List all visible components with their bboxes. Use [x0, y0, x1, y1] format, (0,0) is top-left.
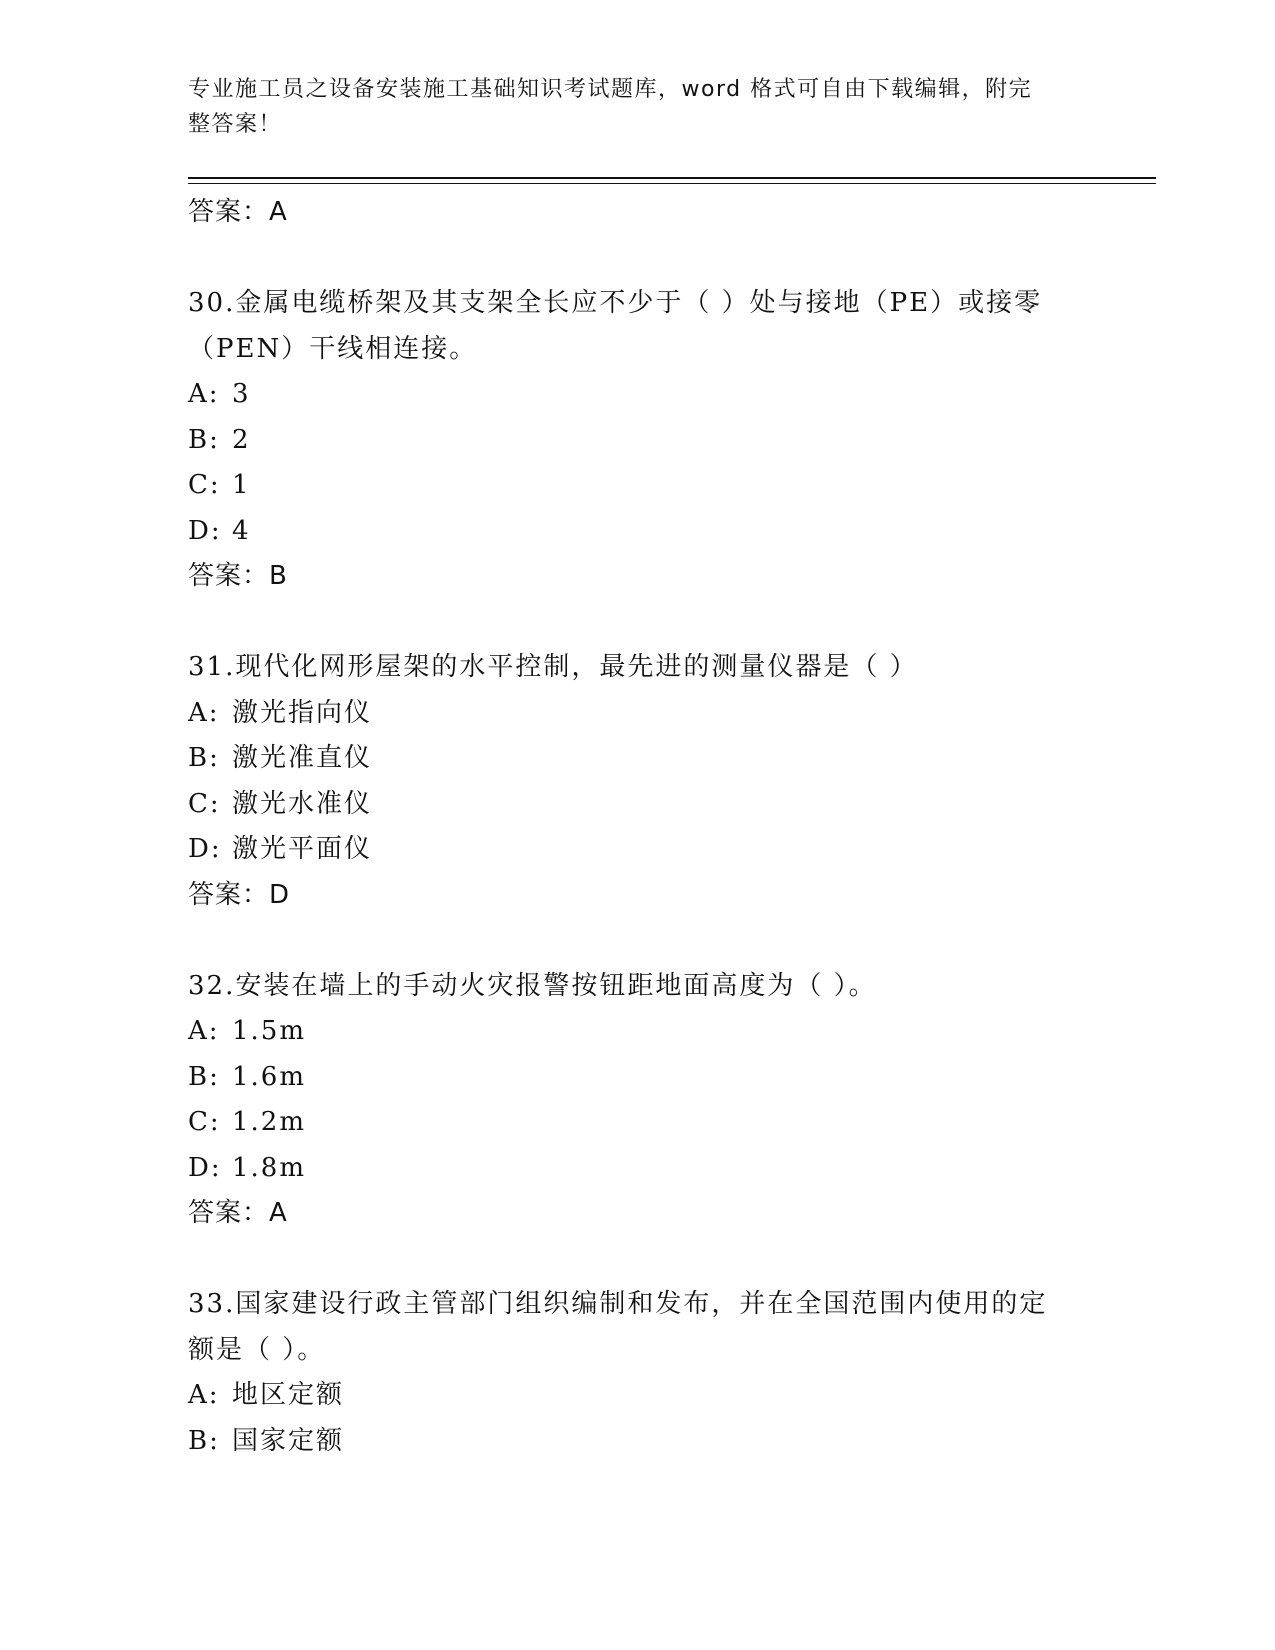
- option-d: [188, 827, 1088, 873]
- spacer: [188, 236, 1088, 282]
- option-a: [188, 372, 1088, 418]
- option-text: 激光指向仪: [232, 697, 373, 728]
- option-letter: B:: [188, 1425, 220, 1456]
- question-stem-line: 31.现代化网形屋架的水平控制，最先进的测量仪器是（ ）: [188, 652, 918, 682]
- option-a: [188, 691, 1088, 737]
- question-stem-line: 32.安装在墙上的手动火灾报警按钮距地面高度为（ ）。: [188, 970, 877, 1001]
- option-letter: D:: [188, 1152, 222, 1183]
- answer-line: 答案：A: [188, 1198, 288, 1228]
- option-letter: A:: [188, 1380, 220, 1410]
- spacer: [188, 600, 1088, 646]
- option-text: 1.6m: [232, 1061, 307, 1092]
- option-text: 激光水准仪: [232, 788, 373, 819]
- option-letter: D:: [188, 834, 222, 864]
- option-d: [188, 509, 1088, 555]
- option-letter: D:: [188, 515, 222, 546]
- header-divider-thin: [188, 183, 1156, 184]
- header-line-1: 专业施工员之设备安装施工基础知识考试题库，word 格式可自由下载编辑，附完: [188, 77, 1033, 102]
- question-31: [188, 645, 1088, 918]
- option-text: 4: [232, 515, 251, 546]
- option-letter: B:: [188, 743, 220, 773]
- question-30: [188, 281, 1088, 600]
- option-b: [188, 1419, 1088, 1465]
- option-text: 1.8m: [232, 1152, 307, 1183]
- option-text: 2: [232, 424, 251, 455]
- question-stem-line: 额是（ ）。: [188, 1334, 326, 1365]
- header-line-2: 整答案！: [188, 112, 283, 137]
- option-letter: C:: [188, 788, 221, 819]
- option-c: [188, 1100, 1088, 1146]
- option-a: [188, 1373, 1088, 1419]
- question-list: [188, 190, 1088, 1464]
- document-header: [188, 72, 1068, 142]
- option-b: [188, 418, 1088, 464]
- question-stem-line: 30.金属电缆桥架及其支架全长应不少于（ ）处与接地（PE）或接零: [188, 288, 1043, 318]
- option-letter: A:: [188, 1016, 220, 1046]
- option-text: 1.2m: [232, 1107, 307, 1137]
- answer-line: 答案：D: [188, 879, 291, 910]
- option-letter: A:: [188, 379, 220, 409]
- option-letter: C:: [188, 1107, 221, 1137]
- option-c: [188, 782, 1088, 828]
- option-text: 激光平面仪: [232, 834, 373, 864]
- spacer: [188, 1237, 1088, 1283]
- option-text: 1.5m: [232, 1016, 307, 1046]
- option-b: [188, 736, 1088, 782]
- option-b: [188, 1055, 1088, 1101]
- option-c: [188, 463, 1088, 509]
- option-letter: B:: [188, 424, 220, 455]
- option-d: [188, 1146, 1088, 1192]
- option-text: 地区定额: [232, 1380, 345, 1410]
- option-text: 1: [232, 470, 251, 500]
- header-divider-thick: [188, 177, 1156, 179]
- option-text: 国家定额: [232, 1425, 345, 1456]
- question-stem-line: （PEN）干线相连接。: [188, 333, 478, 364]
- spacer: [188, 918, 1088, 964]
- answer-line: 答案：A: [188, 197, 288, 227]
- question-33: [188, 1282, 1088, 1464]
- option-text: 激光准直仪: [232, 743, 373, 773]
- answer-line: 答案：B: [188, 561, 288, 591]
- question-32: [188, 964, 1088, 1237]
- option-letter: B:: [188, 1061, 220, 1092]
- question-stem-line: 33.国家建设行政主管部门组织编制和发布，并在全国范围内使用的定: [188, 1289, 1048, 1319]
- option-letter: C:: [188, 470, 221, 500]
- option-letter: A:: [188, 697, 220, 728]
- option-a: [188, 1009, 1088, 1055]
- option-text: 3: [232, 379, 251, 409]
